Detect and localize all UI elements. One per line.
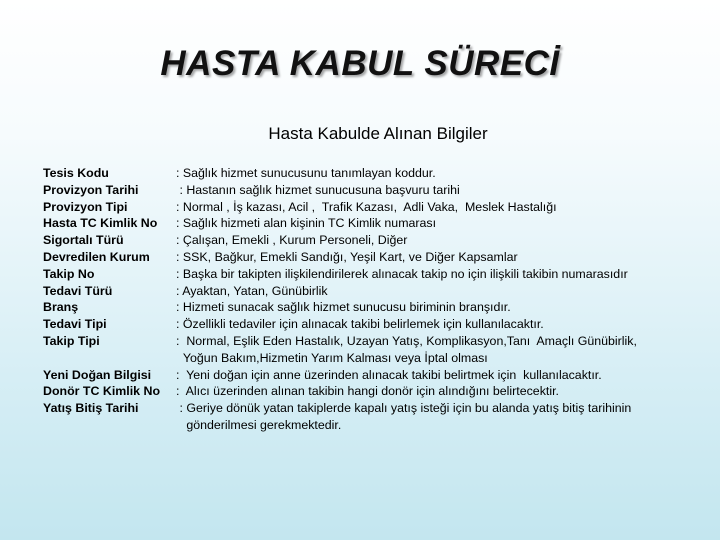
field-description: : Normal, Eşlik Eden Hastalık, Uzayan Yatış, Komplikasyon,Tanı Amaçlı Günübirlik, Yoğun Bakım,Hizmetin Yarım Kalması veya İptal olması (176, 333, 637, 365)
field-description: : Çalışan, Emekli , Kurum Personeli, Diğer (176, 233, 408, 248)
field-description: : SSK, Bağkur, Emekli Sandığı, Yeşil Kart, ve Diğer Kapsamlar (176, 249, 518, 264)
field-label: Devredilen Kurum (43, 249, 150, 264)
field-label: Tesis Kodu (43, 166, 109, 180)
info-row (43, 383, 713, 400)
info-row (43, 400, 713, 434)
field-description: : Özellikli tedaviler için alınacak takibi belirlemek için kullanılacaktır. (176, 317, 544, 332)
field-label: Yeni Doğan Bilgisi (43, 367, 152, 382)
field-label: Branş (43, 300, 79, 315)
info-row (43, 215, 713, 232)
field-description: : Başka bir takipten ilişkilendirilerek alınacak takip no için ilişkili takibin numarasıdır (176, 266, 628, 281)
info-row (43, 182, 713, 199)
info-row (43, 165, 713, 182)
info-row (43, 232, 713, 249)
field-label: Sigortalı Türü (43, 233, 124, 248)
info-row (43, 299, 713, 316)
info-row (43, 199, 713, 216)
slide-subtitle: Hasta Kabulde Alınan Bilgiler (268, 124, 488, 143)
info-list (43, 165, 713, 434)
field-description: : Sağlık hizmeti alan kişinin TC Kimlik numarası (176, 216, 437, 231)
field-description: : Ayaktan, Yatan, Günübirlik (176, 283, 328, 298)
info-row (43, 283, 713, 300)
field-description: : Hastanın sağlık hizmet sunucusuna başvuru tarihi (176, 182, 460, 197)
slide-title: HASTA KABUL SÜRECİ (160, 44, 560, 83)
field-description: : Normal , İş kazası, Acil , Trafik Kazası, Adli Vaka, Meslek Hastalığı (176, 199, 557, 214)
info-row (43, 367, 713, 384)
field-label: Yatış Bitiş Tarihi (43, 401, 139, 416)
field-description: : Alıcı üzerinden alınan takibin hangi donör için alındığını belirtecektir. (176, 384, 559, 399)
info-row (43, 266, 713, 283)
field-description: : Sağlık hizmet sunucusunu tanımlayan koddur. (176, 166, 436, 180)
field-label: Donör TC Kimlik No (43, 384, 161, 399)
field-label: Takip No (43, 266, 95, 281)
field-description: : Yeni doğan için anne üzerinden alınacak takibi belirtmek için kullanılacaktır. (176, 367, 602, 382)
field-description: : Hizmeti sunacak sağlık hizmet sunucusu biriminin branşıdır. (176, 300, 511, 315)
field-label: Provizyon Tarihi (43, 182, 139, 197)
info-row (43, 333, 713, 367)
field-label: Provizyon Tipi (43, 199, 128, 214)
field-label: Takip Tipi (43, 333, 100, 348)
field-description: : Geriye dönük yatan takiplerde kapalı yatış isteği için bu alanda yatış bitiş tarihinin gönderilmesi gerekmektedir. (179, 401, 632, 432)
field-label: Hasta TC Kimlik No (43, 216, 158, 231)
field-label: Tedavi Tipi (43, 317, 107, 332)
field-label: Tedavi Türü (43, 283, 113, 298)
info-row (43, 249, 713, 266)
info-row (43, 316, 713, 333)
